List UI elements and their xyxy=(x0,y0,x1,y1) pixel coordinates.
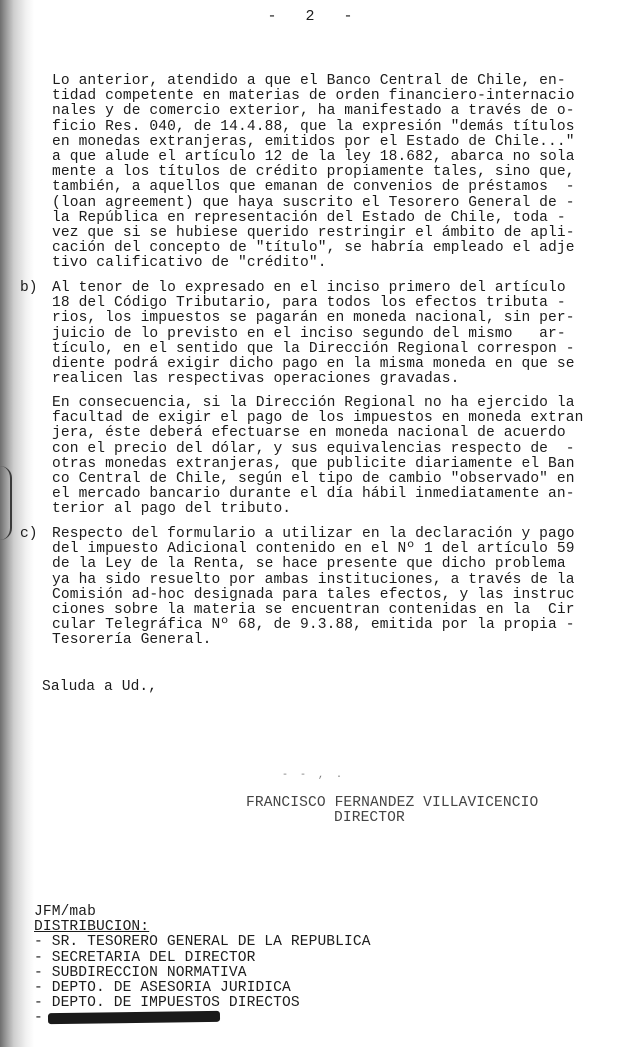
text-line: también, a aquellos que emanan de convenios de préstamos - xyxy=(52,179,575,196)
paragraph-1 xyxy=(52,74,575,271)
text-line: Tesorería General. xyxy=(52,632,212,649)
text-line: rios, los impuestos se pagarán en moneda nacional, sin per- xyxy=(52,310,575,327)
text-line: Saluda a Ud., xyxy=(42,679,158,695)
text-line: nales y de comercio exterior, ha manifestado a través de o- xyxy=(52,103,575,120)
text-line: Lo anterior, atendido a que el Banco Central de Chile, en- xyxy=(52,73,566,89)
text-line: co Central de Chile, según el tipo de cambio "observado" en xyxy=(52,470,575,487)
text-line: en monedas extranjeras, emitidos por el Estado de Chile..." xyxy=(52,133,575,150)
distribution-item: - SUBDIRECCION NORMATIVA xyxy=(34,964,247,981)
text-line: otras monedas extranjeras, que publicite diariamente el Ban xyxy=(52,455,575,472)
text-line: realicen las respectivas operaciones gravadas. xyxy=(52,371,460,388)
binder-hole-mark xyxy=(0,466,12,540)
text-line: Al tenor de lo expresado en el inciso primero del artículo xyxy=(52,280,566,296)
distribution-footer xyxy=(34,905,371,1027)
text-line: tivo calificativo de "crédito". xyxy=(52,255,327,272)
text-line: En consecuencia, si la Dirección Regional no ha ejercido la xyxy=(52,395,575,411)
text-line: diente podrá exigir dicho pago en la misma moneda en que se xyxy=(52,355,575,372)
text-line: Respecto del formulario a utilizar en la declaración y pago xyxy=(52,526,575,542)
text-line: juicio de lo previsto en el inciso segundo del mismo ar- xyxy=(52,325,566,342)
text-line: la República en representación del Estado de Chile, toda - xyxy=(52,209,566,226)
paragraph-4 xyxy=(52,527,575,649)
paragraph-3 xyxy=(52,396,583,518)
text-line: del impuesto Adicional contenido en el Nº 1 del artículo 59 xyxy=(52,541,575,558)
text-line: tidad competente en materias de orden financiero-internacio xyxy=(52,88,575,105)
initials: JFM/mab xyxy=(34,904,97,920)
text-line: 18 del Código Tributario, para todos los efectos tributa - xyxy=(52,295,566,312)
paragraph-2 xyxy=(52,281,575,387)
distribution-label: DISTRIBUCION: xyxy=(34,919,150,936)
text-line: ficio Res. 040, de 14.4.88, que la expresión "demás títulos xyxy=(52,118,575,135)
text-line: mente a los títulos de crédito propiamente tales, sino que, xyxy=(52,164,575,181)
text-line: a que alude el artículo 12 de la ley 18.682, abarca no sola xyxy=(52,148,575,165)
signatory-name: FRANCISCO FERNANDEZ VILLAVICENCIO xyxy=(246,795,539,811)
distribution-item: - SECRETARIA DEL DIRECTOR xyxy=(34,949,256,966)
text-line: el mercado bancario durante el día hábil inmediatamente an- xyxy=(52,486,575,503)
text-line: ya ha sido resuelto por ambas instituciones, a través de la xyxy=(52,571,575,588)
list-marker-b: b) xyxy=(20,280,38,296)
text-line: jera, éste deberá efectuarse en moneda nacional de acuerdo xyxy=(52,425,566,442)
text-line: cación del concepto de "título", se habría empleado el adje xyxy=(52,240,575,257)
text-line: ciones sobre la materia se encuentran contenidas en la Cir xyxy=(52,601,575,618)
distribution-item: - DEPTO. DE ASESORIA JURIDICA xyxy=(34,979,291,996)
text-line: Comisión ad-hoc designada para tales efectos, y las instruc xyxy=(52,586,575,603)
signature-block xyxy=(246,796,538,826)
text-line: cular Telegráfica Nº 68, de 9.3.88, emitida por la propia - xyxy=(52,617,575,634)
closing-salutation xyxy=(42,680,157,695)
text-line: con el precio del dólar, y sus equivalencias respecto de - xyxy=(52,440,575,457)
text-line: de la Ley de la Renta, se hace presente que dicho problema xyxy=(52,556,566,573)
text-line: facultad de exigir el pago de los impuestos en moneda extran xyxy=(52,410,584,427)
distribution-item: - DEPTO. DE IMPUESTOS DIRECTOS xyxy=(34,995,300,1012)
list-marker-c: c) xyxy=(20,526,38,542)
signature-mark: - - , . xyxy=(282,770,346,781)
text-line: tículo, en el sentido que la Dirección Regional correspon - xyxy=(52,340,575,357)
signatory-title: DIRECTOR xyxy=(334,810,405,827)
text-line: terior al pago del tributo. xyxy=(52,501,292,518)
distribution-item: - SR. TESORERO GENERAL DE LA REPUBLICA xyxy=(34,934,371,951)
text-line: (loan agreement) que haya suscrito el Tesorero General de - xyxy=(52,194,575,211)
distribution-item: - xyxy=(34,1010,43,1027)
text-line: vez que si se hubiese querido restringir el ámbito de apli- xyxy=(52,224,575,241)
page-number: - 2 - xyxy=(267,8,363,25)
